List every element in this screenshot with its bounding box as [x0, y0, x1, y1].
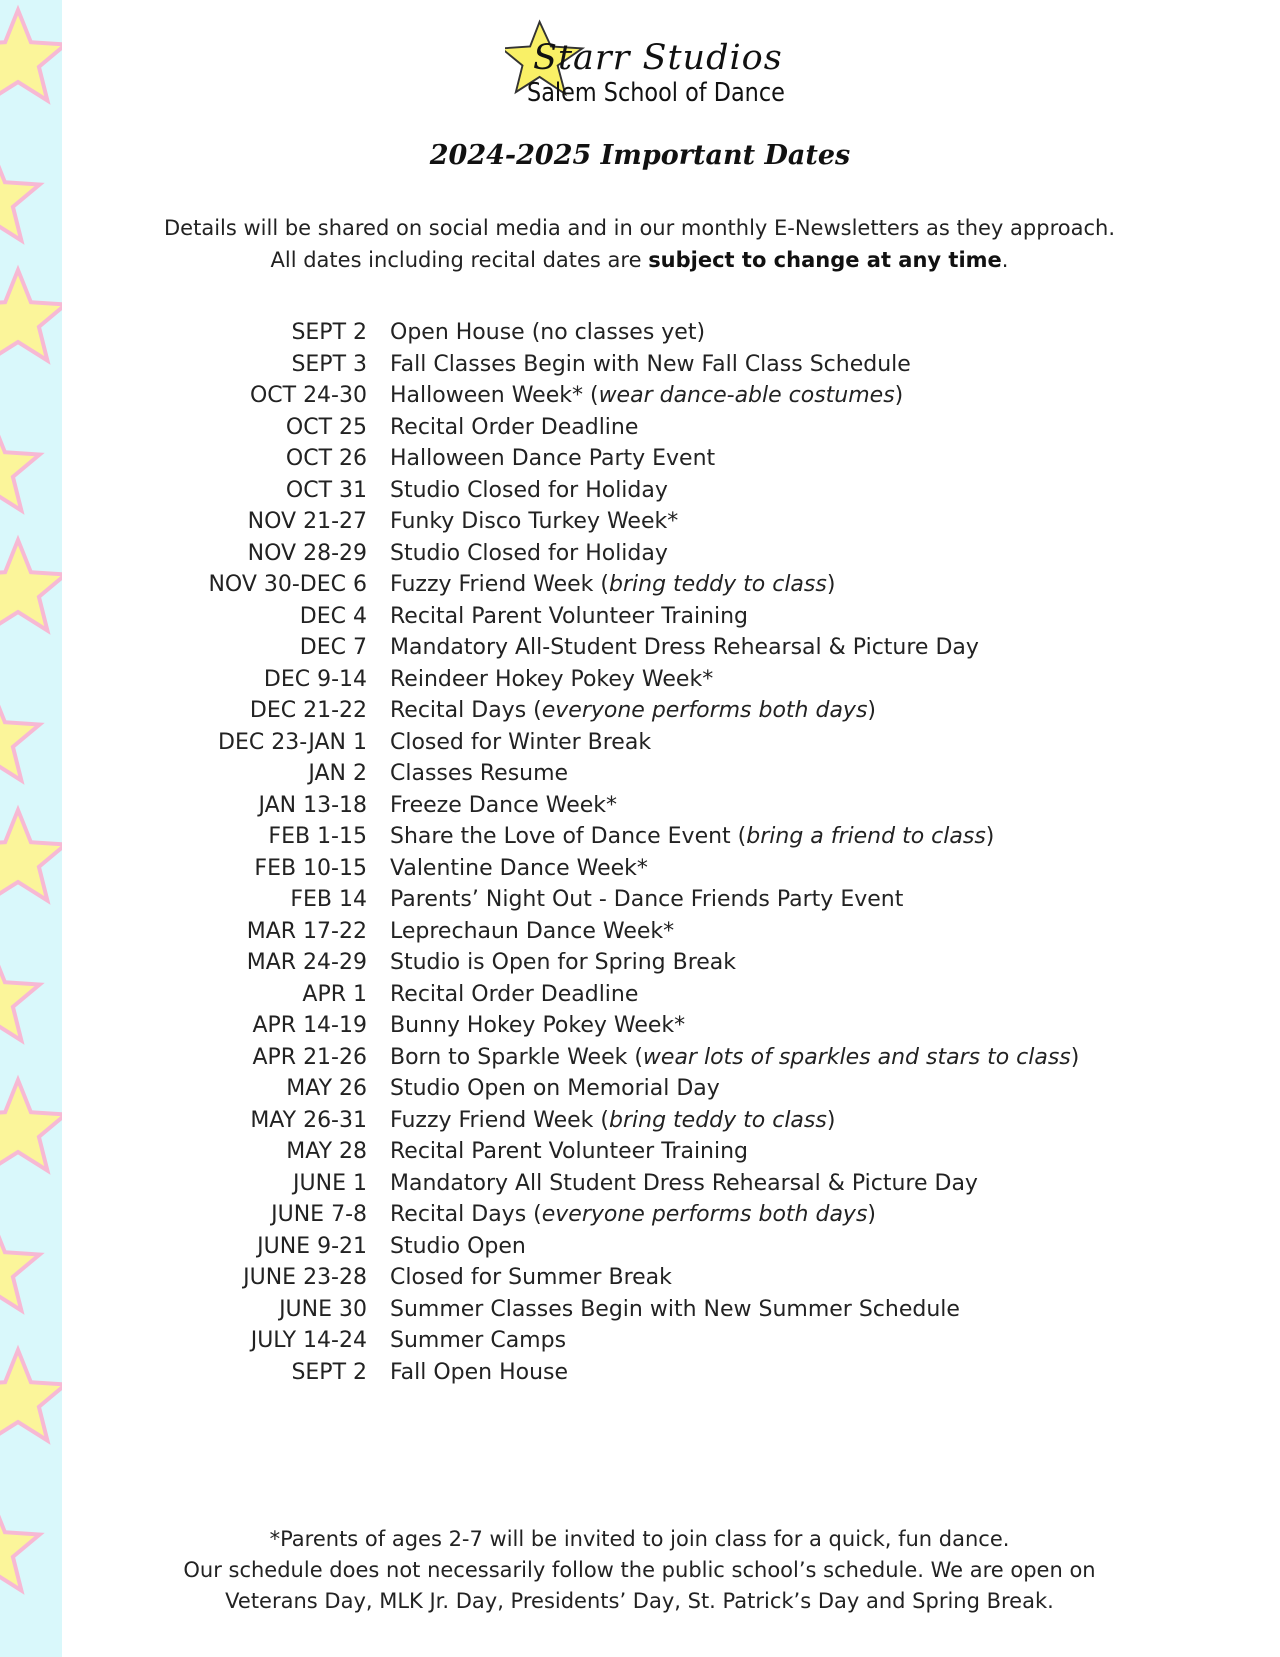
event-description [390, 1297, 960, 1322]
event-date: JAN 13-18 [258, 792, 367, 818]
footer-line-1: *Parents of ages 2-7 will be invited to join class for a quick, fun dance. [269, 1527, 1010, 1551]
date-row [0, 1297, 1280, 1329]
event-text: Studio Closed for Holiday [390, 477, 668, 503]
event-text: Summer Camps [390, 1328, 567, 1353]
event-description [390, 604, 748, 629]
event-text: Freeze Dance Week* [390, 792, 618, 818]
date-row [0, 793, 1280, 825]
event-date: OCT 26 [285, 446, 367, 471]
event-date: OCT 24-30 [249, 383, 367, 408]
page-title: 2024-2025 Important Dates [429, 140, 851, 171]
event-text-end: ) [867, 698, 877, 723]
event-description [390, 1360, 568, 1385]
event-text: Studio Closed for Holiday [390, 540, 668, 566]
date-row [0, 856, 1280, 888]
event-date: DEC 7 [299, 635, 367, 660]
event-description [390, 572, 835, 597]
event-text: Leprechaun Dance Week* [390, 918, 675, 944]
event-description [390, 1076, 720, 1101]
date-row [0, 824, 1280, 856]
event-date: FEB 14 [290, 887, 367, 912]
event-note: wear lots of sparkles and stars to class [642, 1044, 1071, 1070]
date-row [0, 635, 1280, 667]
date-row [0, 1013, 1280, 1045]
date-row [0, 1202, 1280, 1234]
date-row [0, 887, 1280, 919]
date-row [0, 509, 1280, 541]
event-date: SEPT 3 [291, 351, 367, 377]
intro-line-2-suffix: . [1001, 248, 1009, 272]
event-text: Fall Classes Begin with New Fall Class Schedule [390, 351, 911, 377]
event-description [390, 950, 736, 975]
event-date: FEB 1-15 [268, 824, 367, 849]
event-note: bring teddy to class [609, 572, 827, 597]
event-date: NOV 21-27 [247, 509, 367, 534]
event-description [390, 1328, 566, 1353]
event-description [390, 1202, 876, 1227]
event-text: Mandatory All Student Dress Rehearsal & Picture Day [390, 1170, 978, 1196]
date-row [0, 320, 1280, 352]
date-row [0, 1076, 1280, 1108]
border-star-icon [0, 10, 62, 101]
border-star-icon [0, 1500, 40, 1591]
event-description [390, 1234, 526, 1259]
event-date: DEC 9-14 [263, 666, 367, 692]
event-note: wear dance-able costumes [598, 383, 895, 408]
event-date: JUNE 30 [279, 1296, 367, 1322]
event-description [390, 856, 648, 881]
event-date: MAY 26-31 [250, 1107, 367, 1133]
event-text: Halloween Dance Party Event [390, 446, 716, 471]
event-date: APR 21-26 [252, 1044, 367, 1070]
date-row [0, 604, 1280, 636]
event-description [390, 793, 617, 818]
event-text: Recital Order Deadline [390, 414, 639, 440]
event-date: MAY 26 [286, 1076, 367, 1101]
event-text: Fall Open House [390, 1359, 569, 1385]
event-text: Closed for Winter Break [390, 729, 652, 755]
event-date: APR 14-19 [252, 1013, 367, 1038]
event-note: bring a friend to class [746, 824, 986, 849]
date-row [0, 1108, 1280, 1140]
event-date: DEC 21-22 [249, 698, 367, 723]
footer-line-3: Veterans Day, MLK Jr. Day, Presidents’ Day, St. Patrick’s Day and Spring Break. [225, 1589, 1054, 1613]
event-text: Parents’ Night Out - Dance Friends Party Event [390, 887, 904, 912]
date-row [0, 572, 1280, 604]
date-row [0, 950, 1280, 982]
event-date: DEC 23-JAN 1 [218, 729, 367, 755]
event-date: MAR 24-29 [246, 950, 367, 975]
date-row [0, 698, 1280, 730]
event-description [390, 415, 638, 440]
event-description [390, 320, 705, 345]
event-text: Studio is Open for Spring Break [390, 950, 737, 975]
date-row [0, 415, 1280, 447]
event-text: Recital Days ( [390, 1202, 542, 1227]
event-description [390, 509, 678, 534]
date-row [0, 1234, 1280, 1266]
event-date: JULY 14-24 [250, 1328, 367, 1353]
footer-line-2: Our schedule does not necessarily follow the public school’s schedule. We are open on [183, 1558, 1096, 1582]
event-description [390, 635, 979, 660]
date-row [0, 730, 1280, 762]
date-row [0, 1265, 1280, 1297]
event-text: Halloween Week* ( [390, 383, 599, 408]
date-row [0, 1045, 1280, 1077]
event-text-end: ) [826, 1107, 836, 1133]
date-row [0, 541, 1280, 573]
intro-line-2 [62, 244, 1217, 276]
event-description [390, 1013, 685, 1038]
event-description [390, 1045, 1079, 1070]
date-row [0, 446, 1280, 478]
event-text: Reindeer Hokey Pokey Week* [390, 666, 714, 692]
intro-text [62, 212, 1217, 276]
event-text-end: ) [867, 1202, 877, 1227]
logo-studio-name: Starr Studios [533, 38, 783, 78]
event-date: SEPT 2 [291, 1359, 367, 1385]
event-description [390, 667, 713, 692]
event-text: Share the Love of Dance Event ( [390, 824, 747, 849]
event-note: bring teddy to class [609, 1107, 827, 1133]
date-row [0, 352, 1280, 384]
event-date: DEC 4 [299, 603, 367, 629]
event-description [390, 761, 568, 786]
date-row [0, 1360, 1280, 1392]
event-description [390, 541, 668, 566]
event-text-end: ) [1070, 1044, 1080, 1070]
date-row [0, 1328, 1280, 1360]
event-description [390, 824, 994, 849]
date-row [0, 1171, 1280, 1203]
date-row [0, 1139, 1280, 1171]
event-text: Summer Classes Begin with New Summer Schedule [390, 1296, 960, 1322]
event-text: Studio Open [390, 1233, 526, 1259]
event-description [390, 730, 651, 755]
event-date: JUNE 1 [293, 1170, 367, 1196]
event-text: Valentine Dance Week* [390, 855, 648, 881]
event-date: SEPT 2 [291, 320, 367, 345]
date-row [0, 919, 1280, 951]
intro-line-2-prefix: All dates including recital dates are [270, 248, 649, 272]
event-text: Studio Open on Memorial Day [390, 1076, 720, 1101]
footer-notes [62, 1524, 1217, 1617]
event-text-end: ) [894, 383, 904, 408]
event-date: OCT 25 [285, 414, 367, 440]
important-dates-list [0, 320, 1280, 1391]
event-text: Born to Sparkle Week ( [390, 1044, 643, 1070]
date-row [0, 982, 1280, 1014]
event-note: everyone performs both days [541, 698, 868, 723]
event-date: MAY 28 [286, 1139, 367, 1164]
date-row [0, 667, 1280, 699]
date-row [0, 761, 1280, 793]
date-row [0, 478, 1280, 510]
event-text: Recital Order Deadline [390, 981, 639, 1007]
date-row [0, 383, 1280, 415]
event-description [390, 1108, 835, 1133]
event-date: JUNE 23-28 [243, 1265, 367, 1290]
event-date: NOV 28-29 [247, 540, 367, 566]
event-date: JUNE 9-21 [257, 1233, 367, 1259]
event-text: Closed for Summer Break [390, 1265, 672, 1290]
event-note: everyone performs both days [541, 1202, 868, 1227]
event-date: FEB 10-15 [254, 855, 367, 881]
event-text: Recital Parent Volunteer Training [390, 603, 749, 629]
event-date: JUNE 7-8 [271, 1202, 367, 1227]
intro-line-2-emphasis: subject to change at any time [648, 248, 1002, 272]
event-text: Mandatory All-Student Dress Rehearsal & Picture Day [390, 635, 979, 660]
event-text-end: ) [826, 572, 836, 597]
event-description [390, 982, 638, 1007]
event-description [390, 446, 715, 471]
event-text-end: ) [985, 824, 995, 849]
event-text: Recital Parent Volunteer Training [390, 1139, 749, 1164]
event-text: Funky Disco Turkey Week* [390, 509, 679, 534]
event-text: Fuzzy Friend Week ( [390, 572, 610, 597]
event-date: JAN 2 [308, 761, 367, 786]
event-description [390, 478, 668, 503]
event-date: MAR 17-22 [246, 918, 367, 944]
event-text: Bunny Hokey Pokey Week* [390, 1013, 686, 1038]
event-description [390, 1265, 672, 1290]
event-text: Open House (no classes yet) [390, 320, 706, 345]
event-description [390, 352, 911, 377]
event-description [390, 1171, 978, 1196]
intro-line-1: Details will be shared on social media and in our monthly E-Newsletters as they approach. [164, 216, 1115, 240]
event-date: APR 1 [302, 981, 367, 1007]
event-date: OCT 31 [285, 477, 367, 503]
event-description [390, 919, 674, 944]
studio-logo [505, 18, 785, 113]
event-description [390, 698, 876, 723]
event-description [390, 383, 903, 408]
event-description [390, 887, 903, 912]
event-description [390, 1139, 748, 1164]
event-date: NOV 30-DEC 6 [208, 572, 367, 597]
event-text: Recital Days ( [390, 698, 542, 723]
logo-school-name: Salem School of Dance [527, 78, 785, 108]
event-text: Fuzzy Friend Week ( [390, 1107, 610, 1133]
event-text: Classes Resume [390, 761, 569, 786]
